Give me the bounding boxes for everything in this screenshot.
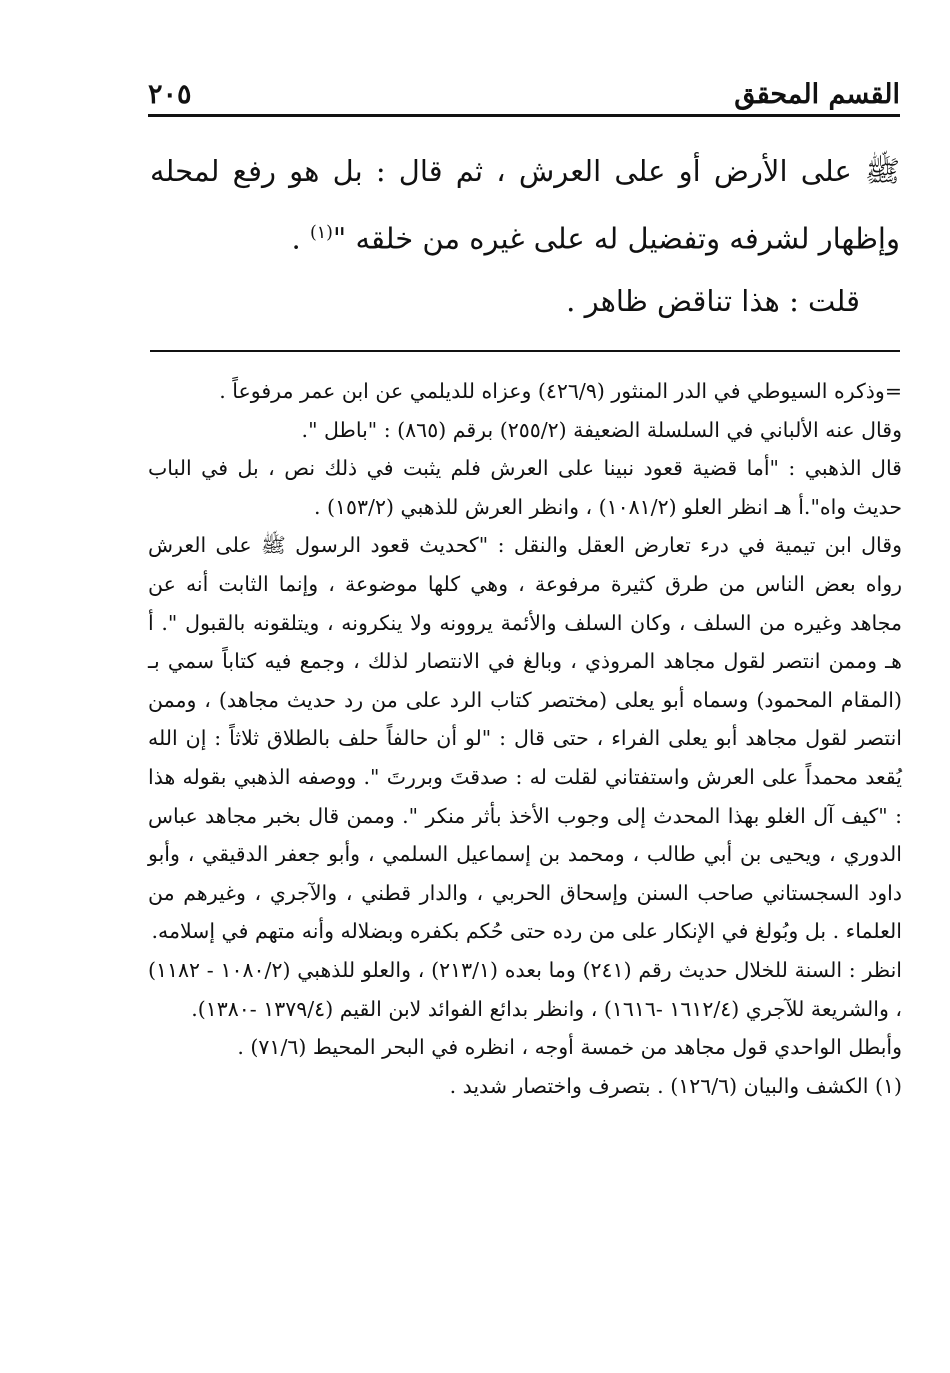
page-header — [148, 70, 900, 117]
footnote-line: وقال عنه الألباني في السلسلة الضعيفة (٢٥٥/٢) برقم (٨٦٥) : "باطل ". — [301, 417, 902, 442]
main-text — [150, 140, 900, 332]
footnote-line: (١) الكشف والبيان (١٢٦/٦) . بتصرف واختصار شديد . — [449, 1073, 902, 1098]
body-paragraph — [150, 140, 900, 270]
footnote-separator — [150, 350, 900, 352]
footnote-line: انظر : السنة للخلال حديث رقم (٢٤١) وما بعده (٢١٣/١) ، والعلو للذهبي (١٠٨٠/٢ - ١١٨٢) ، والشريعة للآجري (١٦١٢/٤ -١٦١٦) ، وانظر بدائع الفوائد لابن القيم (١٣٧٩/٤ -١٣٨٠). — [148, 957, 902, 1021]
footnote-line: وأبطل الواحدي قول مجاهد من خمسة أوجه ، انظره في البحر المحيط (٧١/٦) . — [237, 1035, 902, 1060]
body-paragraph-end: . — [291, 221, 310, 256]
footnotes — [148, 372, 902, 1105]
page-number: ٢٠٥ — [148, 79, 192, 110]
body-paragraph-text: ﷺ على الأرض أو على العرش ، ثم قال : بل هو رفع لمحله وإظهار لشرفه وتفضيل له على غيره من خلقه " — [150, 154, 900, 256]
footnote-reference: (١) — [309, 223, 333, 243]
footnote-line: وقال ابن تيمية في درء تعارض العقل والنقل : "كحديث قعود الرسول ﷺ على العرش رواه بعض الناس من طرق كثيرة مرفوعة ، وهي كلها موضوعة ، وإنما الثابت أنه عن مجاهد وغيره من السلف ، وكان السلف والأئمة يروونه ولا ينكرونه ، ويتلقونه بالقبول ". أ هـ وممن انتصر لقول مجاهد المروذي ، وبالغ في الانتصار لذلك ، وجمع فيه كتاباً سمي بـ (المقام المحمود) وسماه أبو يعلى (مختصر كتاب الرد على من رد حديث مجاهد) ، وممن انتصر لقول مجاهد أبو يعلى الفراء ، حتى قال : "لو أن حالفاً حلف بالطلاق ثلاثاً : إن الله يُقعد محمداً على العرش واستفتاني لقلت له : صدقتَ وبررتَ ". ووصفه الذهبي بقوله هذا : "كيف آل الغلو بهذا المحدث إلى وجوب الأخذ بأثر منكر ". وممن قال بخبر مجاهد عباس الدوري ، ويحيى بن أبي طالب ، ومحمد بن إسماعيل السلمي ، وأبو جعفر الدقيقي ، وأبو داود السجستاني صاحب السنن وإسحاق الحربي ، والدار قطني ، والآجري ، وغيرهم من العلماء . بل وبُولغ في الإنكار على من رده حتى حُكم بكفره وبضلاله وأنه متهم في إسلامه. — [148, 533, 902, 944]
footnote-line: قال الذهبي : "أما قضية قعود نبينا على العرش فلم يثبت في ذلك نص ، بل في الباب حديث واه".أ هـ انظر العلو (١٠٨١/٢) ، وانظر العرش للذهبي (١٥٣/٢) . — [148, 456, 902, 519]
running-title: القسم المحقق — [734, 79, 900, 110]
body-paragraph-2: قلت : هذا تناقض ظاهر . — [566, 283, 860, 318]
footnote-line: =وذكره السيوطي في الدر المنثور (٤٢٦/٩) وعزاه للديلمي عن ابن عمر مرفوعاً . — [219, 379, 902, 403]
